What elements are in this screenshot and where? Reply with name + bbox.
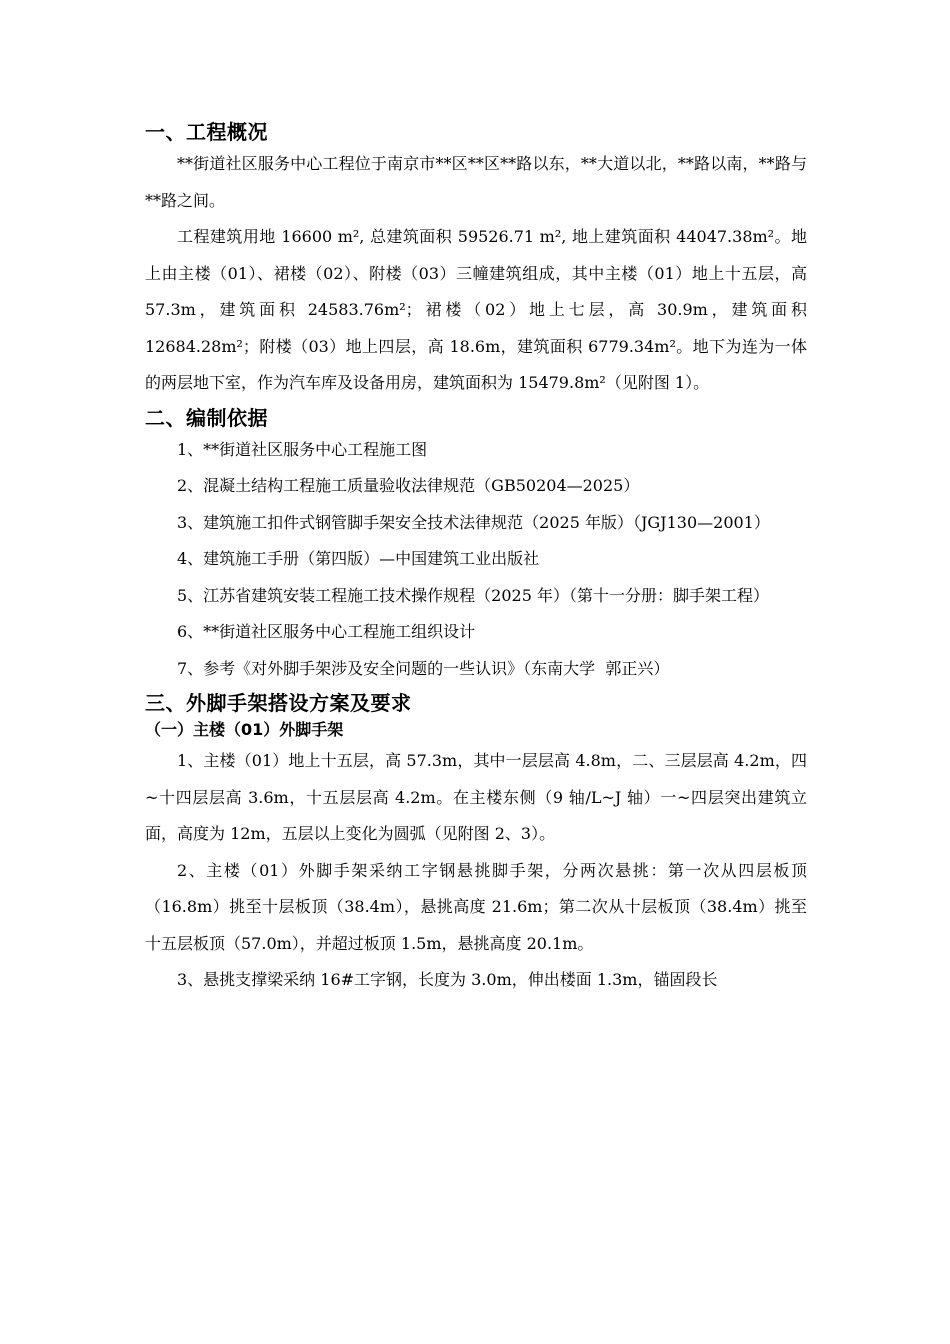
overview-paragraph-location: **街道社区服务中心工程位于南京市**区**区**路以东，**大道以北，**路以南，**路与**路之间。 [145, 154, 807, 210]
document-body [145, 118, 813, 999]
basis-item: 7、参考《对外脚手架涉及安全问题的一些认识》（东南大学 郭正兴） [177, 658, 670, 678]
subsection-heading-main-building: （一）主楼（01）外脚手架 [145, 720, 344, 739]
basis-item: 5、江苏省建筑安装工程施工技术操作规程（2025 年）（第十一分册：脚手架工程） [177, 585, 769, 605]
basis-item: 4、建筑施工手册（第四版）—中国建筑工业出版社 [177, 549, 540, 568]
basis-item: 6、**街道社区服务中心工程施工组织设计 [177, 622, 476, 641]
basis-item: 3、建筑施工扣件式钢管脚手架安全技术法律规范（2025 年版）（JGJ130—2001） [177, 512, 770, 532]
overview-paragraph-area: 工程建筑用地 16600 m², 总建筑面积 59526.71 m², 地上建筑面积 44047.38m²。地上由主楼（01）、裙楼（02）、附楼（03）三幢建筑组成，其中主楼（01）地上十五层，高 57.3m，建筑面积 24583.76m²；裙楼（02）地上七层，高 30.9m，建筑面积 12684.28m²；附楼（03）地上四层，高 18.6m，建筑面积 6779.34m²。地下为连为一体的两层地下室，作为汽车库及设备用房，建筑面积为 15479.8m²（见附图 1）。 [145, 227, 813, 392]
scaffold-paragraph-1: 1、主楼（01）地上十五层，高 57.3m，其中一层层高 4.8m，二、三层层高 4.2m，四~十四层层高 3.6m，十五层层高 4.2m。在主楼东侧（9 轴/L~J 轴）一~四层突出建筑立面，高度为 12m，五层以上变化为圆弧（见附图 2、3）。 [145, 751, 807, 843]
basis-item: 2、混凝土结构工程施工质量验收法律规范（GB50204—2025） [177, 476, 640, 495]
section-heading-overview: 一、工程概况 [145, 120, 268, 144]
basis-item: 1、**街道社区服务中心工程施工图 [177, 439, 428, 459]
scaffold-paragraph-2: 2、主楼（01）外脚手架采纳工字钢悬挑脚手架，分两次悬挑：第一次从四层板顶（16.8m）挑至十层板顶（38.4m），悬挑高度 21.6m；第二次从十层板顶（38.4m）挑至十五层板顶（57.0m），并超过板顶 1.5m，悬挑高度 20.1m。 [145, 860, 807, 953]
section-heading-basis: 二、编制依据 [145, 405, 268, 430]
scaffold-paragraph-3: 3、悬挑支撑梁采纳 16#工字钢，长度为 3.0m，伸出楼面 1.3m，锚固段长 [177, 970, 718, 989]
section-heading-scaffold-plan: 三、外脚手架搭设方案及要求 [145, 691, 412, 715]
